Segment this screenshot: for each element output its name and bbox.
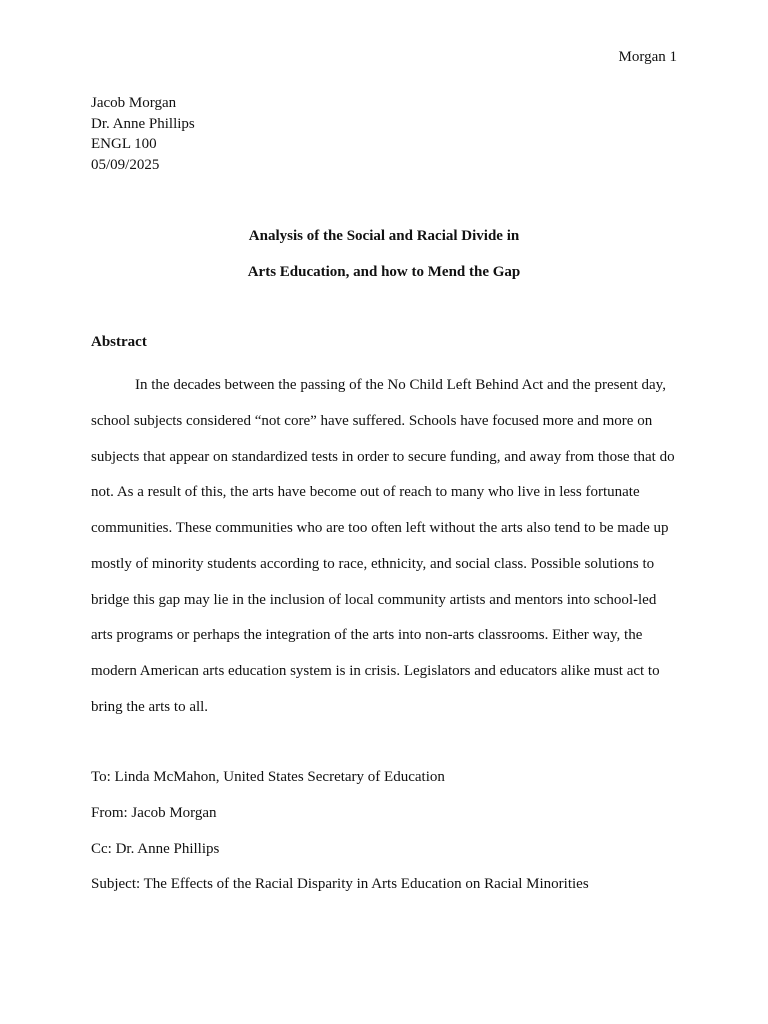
abstract-line: In the decades between the passing of the No Child Left Behind Act and the present day,: [135, 377, 666, 393]
instructor-name: Dr. Anne Phillips: [91, 115, 195, 132]
memo-cc: Cc: Dr. Anne Phillips: [91, 840, 220, 857]
abstract-line: bring the arts to all.: [91, 698, 209, 715]
abstract-line: communities. These communities who are too often left without the arts also tend to be made up: [91, 520, 669, 536]
abstract-line: not. As a result of this, the arts have become out of reach to many who live in less fortunate: [91, 484, 640, 501]
running-head: Morgan 1: [618, 49, 677, 65]
memo-subject: Subject: The Effects of the Racial Disparity in Arts Education on Racial Minorities: [91, 876, 589, 893]
abstract-line: arts programs or perhaps the integration of the arts into non-arts classrooms. Either way, the: [91, 627, 643, 644]
course-name: ENGL 100: [91, 136, 157, 152]
abstract-line: modern American arts education system is in crisis. Legislators and educators alike must act to: [91, 663, 660, 679]
abstract-line: mostly of minority students according to race, ethnicity, and social class. Possible solutions to: [91, 555, 655, 572]
memo-header: [91, 760, 589, 903]
document-date: 05/09/2025: [91, 156, 160, 173]
abstract-line: bridge this gap may lie in the inclusion of local community artists and mentors into school-led: [91, 591, 657, 608]
abstract-line: subjects that appear on standardized tests in order to secure funding, and away from those that do: [91, 448, 675, 465]
abstract-paragraph: [91, 368, 677, 726]
abstract-line: school subjects considered “not core” have suffered. Schools have focused more and more on: [91, 412, 653, 429]
title-line-1: Analysis of the Social and Racial Divide in: [248, 228, 520, 244]
abstract-heading: Abstract: [91, 334, 147, 350]
author-info-block: [91, 93, 195, 175]
author-name: Jacob Morgan: [91, 95, 177, 111]
memo-to: To: Linda McMahon, United States Secretary of Education: [91, 769, 445, 785]
memo-from: From: Jacob Morgan: [91, 804, 217, 821]
title-line-2: Arts Education, and how to Mend the Gap: [247, 264, 521, 280]
